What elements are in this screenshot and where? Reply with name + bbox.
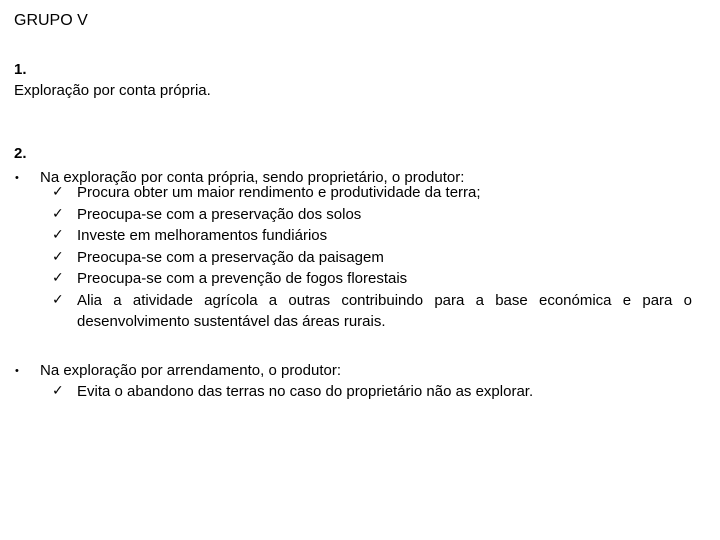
check-icon: ✓: [52, 270, 64, 286]
section-1-text: Exploração por conta própria.: [14, 82, 211, 99]
bullet-1-checklist: [52, 182, 692, 333]
bullet-icon: •: [15, 365, 19, 377]
checklist-item-text: Evita o abandono das terras no caso do proprietário não as explorar.: [77, 383, 534, 400]
check-icon: ✓: [52, 291, 64, 308]
check-icon: ✓: [52, 205, 64, 222]
check-icon: ✓: [52, 383, 64, 399]
checklist-item: [52, 290, 692, 333]
bullet-2-text: Na exploração por arrendamento, o produtor:: [40, 362, 342, 379]
checklist-item: [52, 182, 692, 204]
page-title: GRUPO V: [14, 12, 88, 29]
checklist-item-text: Preocupa-se com a prevenção de fogos florestais: [77, 270, 408, 287]
checklist-item: [52, 268, 692, 290]
check-icon: ✓: [52, 227, 64, 243]
checklist-item-text: Preocupa-se com a preservação da paisagem: [77, 248, 384, 266]
checklist-item: [52, 247, 692, 269]
section-1-number: 1.: [14, 61, 27, 78]
check-icon: ✓: [52, 184, 64, 200]
bullet-1-text: Na exploração por conta própria, sendo proprietário, o produtor:: [40, 169, 465, 186]
checklist-item-text: Investe em melhoramentos fundiários: [77, 227, 328, 244]
checklist-item-text: Procura obter um maior rendimento e produtividade da terra;: [77, 184, 481, 201]
check-icon: ✓: [52, 248, 64, 265]
section-2-number: 2.: [14, 145, 27, 162]
checklist-item: [52, 381, 692, 403]
checklist-item-text: Preocupa-se com a preservação dos solos: [77, 205, 362, 223]
checklist-item-text: Alia a atividade agrícola a outras contribuindo para a base económica e para o desenvolvimento sustentável das áreas rurais.: [77, 291, 692, 330]
bullet-2-checklist: [52, 381, 692, 403]
checklist-item: [52, 204, 692, 226]
checklist-item: [52, 225, 692, 247]
bullet-icon: •: [15, 172, 19, 184]
